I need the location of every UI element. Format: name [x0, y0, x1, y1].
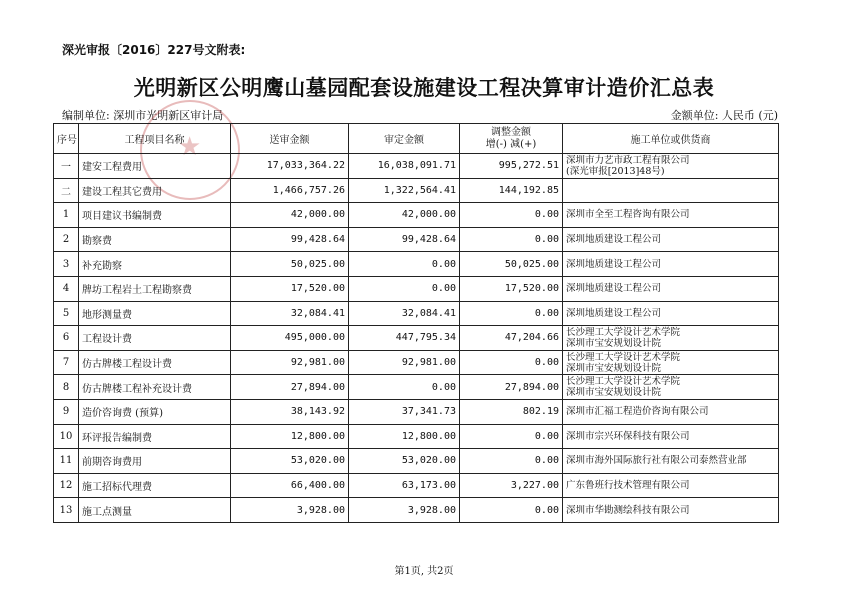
- row-item-name: 仿古牌楼工程补充设计费: [79, 375, 231, 400]
- row-seq: 5: [54, 301, 79, 326]
- col-header-name: 工程项目名称: [79, 124, 231, 154]
- row-approved-amount: 0.00: [349, 276, 460, 301]
- row-adjust-amount: 995,272.51: [460, 154, 563, 179]
- row-vendor-line-1: 深圳市力艺市政工程有限公司: [566, 154, 690, 166]
- row-approved-amount: 37,341.73: [349, 399, 460, 424]
- row-submitted-amount: 66,400.00: [231, 473, 349, 498]
- table-row: [54, 424, 779, 449]
- row-vendor: [563, 203, 779, 228]
- row-submitted-amount: 17,520.00: [231, 276, 349, 301]
- row-approved-amount: 12,800.00: [349, 424, 460, 449]
- row-approved-amount: 0.00: [349, 252, 460, 277]
- row-item-name: 勘察费: [79, 227, 231, 252]
- row-seq: 8: [54, 375, 79, 400]
- row-submitted-amount: 92,981.00: [231, 350, 349, 375]
- page-number: 第1页, 共2页: [394, 566, 454, 577]
- row-vendor: [563, 424, 779, 449]
- row-submitted-amount: 17,033,364.22: [231, 154, 349, 179]
- row-adjust-amount: 0.00: [460, 350, 563, 375]
- row-item-name: 补充勘察: [79, 252, 231, 277]
- row-submitted-amount: 3,928.00: [231, 498, 349, 523]
- col-header-approved: 审定金额: [349, 124, 460, 154]
- row-vendor-line-1: 深圳地质建设工程公司: [566, 283, 662, 295]
- row-vendor-line-1: 深圳市宗兴环保科技有限公司: [566, 430, 690, 442]
- row-adjust-amount: 0.00: [460, 498, 563, 523]
- row-submitted-amount: 50,025.00: [231, 252, 349, 277]
- row-approved-amount: 3,928.00: [349, 498, 460, 523]
- row-approved-amount: 32,084.41: [349, 301, 460, 326]
- row-vendor-line-1: 深圳市汇福工程造价咨询有限公司: [566, 406, 709, 418]
- row-vendor: [563, 399, 779, 424]
- row-vendor: [563, 227, 779, 252]
- row-item-name: 牌坊工程岩土工程勘察费: [79, 276, 231, 301]
- row-vendor-line-1: 长沙理工大学设计艺术学院: [566, 326, 681, 338]
- row-seq: 11: [54, 449, 79, 474]
- row-approved-amount: 447,795.34: [349, 326, 460, 351]
- row-vendor-line-1: 深圳地质建设工程公司: [566, 258, 662, 270]
- row-submitted-amount: 27,894.00: [231, 375, 349, 400]
- row-approved-amount: 1,322,564.41: [349, 178, 460, 203]
- table-row: [54, 227, 779, 252]
- row-adjust-amount: 47,204.66: [460, 326, 563, 351]
- row-adjust-amount: 0.00: [460, 301, 563, 326]
- row-adjust-amount: 27,894.00: [460, 375, 563, 400]
- row-submitted-amount: 32,084.41: [231, 301, 349, 326]
- row-item-name: 前期咨询费用: [79, 449, 231, 474]
- row-submitted-amount: 38,143.92: [231, 399, 349, 424]
- row-vendor: [563, 276, 779, 301]
- row-adjust-amount: 0.00: [460, 449, 563, 474]
- row-vendor-line-2: 深圳市宝安规划设计院: [566, 337, 662, 349]
- row-vendor: [563, 498, 779, 523]
- col-header-adjust: [460, 124, 563, 154]
- table-row: [54, 252, 779, 277]
- table-row: [54, 399, 779, 424]
- row-item-name: 施工招标代理费: [79, 473, 231, 498]
- row-vendor: [563, 375, 779, 400]
- row-seq: 6: [54, 326, 79, 351]
- row-vendor: [563, 301, 779, 326]
- row-approved-amount: 16,038,091.71: [349, 154, 460, 179]
- table-row: [54, 350, 779, 375]
- seal-star-icon: ★: [178, 132, 202, 162]
- row-item-name: 施工点测量: [79, 498, 231, 523]
- row-seq: 7: [54, 350, 79, 375]
- row-approved-amount: 53,020.00: [349, 449, 460, 474]
- row-seq: 13: [54, 498, 79, 523]
- row-approved-amount: 0.00: [349, 375, 460, 400]
- row-item-name: 建设工程其它费用: [79, 178, 231, 203]
- row-seq: 9: [54, 399, 79, 424]
- compiler-unit: 编制单位: 深圳市光明新区审计局: [62, 109, 224, 122]
- table-row: [54, 276, 779, 301]
- table-row: [54, 178, 779, 203]
- row-vendor: [563, 252, 779, 277]
- currency-unit: 金额单位: 人民币 (元): [670, 109, 778, 122]
- row-approved-amount: 99,428.64: [349, 227, 460, 252]
- col-header-seq: 序号: [54, 124, 79, 154]
- row-submitted-amount: 53,020.00: [231, 449, 349, 474]
- row-vendor-line-1: 深圳地质建设工程公司: [566, 307, 662, 319]
- row-item-name: 项目建议书编制费: [79, 203, 231, 228]
- table-row: [54, 301, 779, 326]
- row-submitted-amount: 42,000.00: [231, 203, 349, 228]
- row-seq: 二: [54, 178, 79, 203]
- table-row: [54, 154, 779, 179]
- row-vendor-line-1: 长沙理工大学设计艺术学院: [566, 376, 681, 388]
- row-item-name: 地形测量费: [79, 301, 231, 326]
- row-vendor-line-1: 深圳地质建设工程公司: [566, 234, 662, 246]
- row-submitted-amount: 495,000.00: [231, 326, 349, 351]
- row-adjust-amount: 0.00: [460, 203, 563, 228]
- row-item-name: 工程设计费: [79, 326, 231, 351]
- row-vendor-line-1: 深圳市华勘测绘科技有限公司: [566, 504, 690, 516]
- table-body: [54, 154, 779, 523]
- row-seq: 10: [54, 424, 79, 449]
- document-reference: 深光审报〔2016〕227号文附表:: [62, 43, 246, 57]
- row-vendor-line-2: 深圳市宝安规划设计院: [566, 387, 662, 399]
- row-item-name: 仿古牌楼工程设计费: [79, 350, 231, 375]
- row-vendor: [563, 473, 779, 498]
- row-item-name: 环评报告编制费: [79, 424, 231, 449]
- table-header-row: [54, 124, 779, 154]
- row-adjust-amount: 802.19: [460, 399, 563, 424]
- table-row: [54, 375, 779, 400]
- row-adjust-amount: 17,520.00: [460, 276, 563, 301]
- row-vendor-line-2: 深圳市宝安规划设计院: [566, 362, 662, 374]
- table-row: [54, 498, 779, 523]
- row-vendor: [563, 449, 779, 474]
- meta-row: [62, 107, 778, 121]
- row-adjust-amount: 0.00: [460, 227, 563, 252]
- row-item-name: 造价咨询费 (预算): [79, 399, 231, 424]
- row-seq: 3: [54, 252, 79, 277]
- row-vendor: [563, 326, 779, 351]
- row-adjust-amount: 0.00: [460, 424, 563, 449]
- row-seq: 12: [54, 473, 79, 498]
- col-header-vendor: 施工单位或供货商: [563, 124, 779, 154]
- row-adjust-amount: 50,025.00: [460, 252, 563, 277]
- row-submitted-amount: 1,466,757.26: [231, 178, 349, 203]
- row-vendor: [563, 154, 779, 179]
- row-vendor-line-1: 深圳市全至工程咨询有限公司: [566, 209, 690, 221]
- row-approved-amount: 42,000.00: [349, 203, 460, 228]
- row-adjust-amount: 3,227.00: [460, 473, 563, 498]
- row-vendor: [563, 350, 779, 375]
- col-header-adjust-sub: 增(-) 减(+): [485, 138, 537, 150]
- row-submitted-amount: 12,800.00: [231, 424, 349, 449]
- row-vendor: [563, 178, 779, 203]
- row-vendor-line-1: 广东鲁班行技术管理有限公司: [566, 480, 690, 492]
- row-vendor-line-1: 长沙理工大学设计艺术学院: [566, 351, 681, 363]
- table-row: [54, 326, 779, 351]
- row-vendor-line-1: 深圳市海外国际旅行社有限公司泰然营业部: [566, 455, 747, 467]
- audit-summary-table: [53, 123, 779, 523]
- row-vendor-line-2: (深光审报[2013]48号): [566, 165, 665, 177]
- row-approved-amount: 63,173.00: [349, 473, 460, 498]
- col-header-submitted: 送审金额: [231, 124, 349, 154]
- row-seq: 2: [54, 227, 79, 252]
- table-row: [54, 473, 779, 498]
- row-adjust-amount: 144,192.85: [460, 178, 563, 203]
- row-seq: 4: [54, 276, 79, 301]
- row-submitted-amount: 99,428.64: [231, 227, 349, 252]
- row-seq: 1: [54, 203, 79, 228]
- row-seq: 一: [54, 154, 79, 179]
- page-title: 光明新区公明鹰山墓园配套设施建设工程决算审计造价汇总表: [133, 75, 715, 100]
- row-approved-amount: 92,981.00: [349, 350, 460, 375]
- row-item-name: 建安工程费用: [79, 154, 231, 179]
- col-header-adjust-title: 调整金额: [491, 126, 531, 138]
- table-row: [54, 203, 779, 228]
- table-row: [54, 449, 779, 474]
